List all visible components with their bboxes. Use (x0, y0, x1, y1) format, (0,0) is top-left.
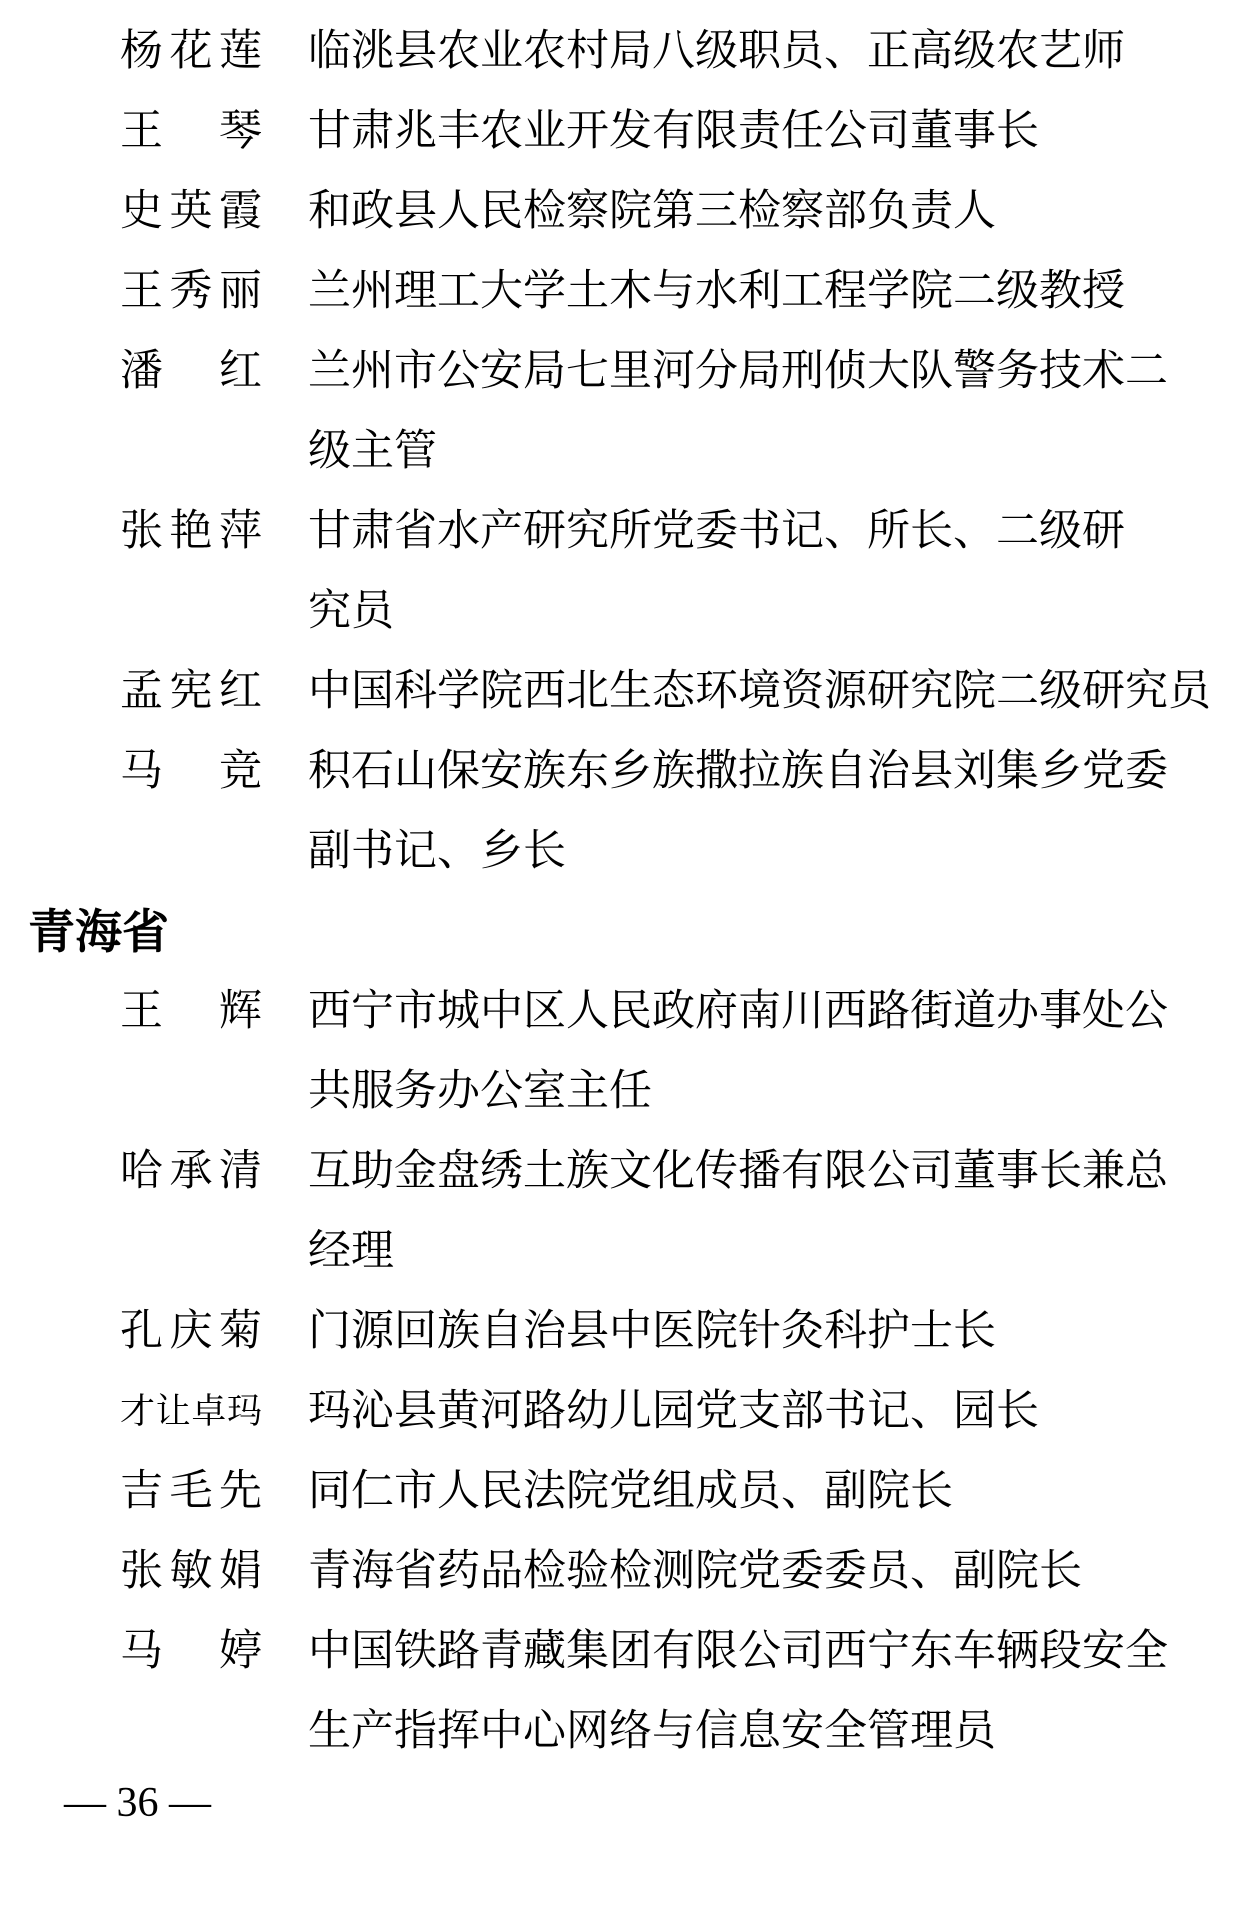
entry-title-line: 经理 (308, 1227, 394, 1275)
entry-name: 王秀丽 (120, 267, 262, 315)
entry-row (0, 731, 1242, 811)
entry-title-line: 同仁市人民法院党组成员、副院长 (308, 1467, 953, 1515)
entry-name: 哈承清 (120, 1147, 262, 1195)
entry-title-line: 玛沁县黄河路幼儿园党支部书记、园长 (308, 1387, 1039, 1435)
entry-title-line: 生产指挥中心网络与信息安全管理员 (308, 1707, 996, 1755)
entry-name: 孟宪红 (120, 667, 262, 715)
entry-title-line: 青海省药品检验检测院党委委员、副院长 (308, 1547, 1082, 1595)
entry-name: 孔庆菊 (120, 1307, 262, 1355)
entry-continuation-row (0, 1691, 1242, 1771)
page-number: — 36 — (64, 1780, 211, 1826)
entry-name: 张艳萍 (120, 507, 262, 555)
entry-name: 张敏娟 (120, 1547, 262, 1595)
entry-row (0, 91, 1242, 171)
award-list (0, 11, 1242, 1771)
entry-continuation-row (0, 571, 1242, 651)
entry-name: 王辉 (120, 987, 262, 1035)
entry-row (0, 1451, 1242, 1531)
entry-row (0, 1371, 1242, 1451)
entry-title-line: 和政县人民检察院第三检察部负责人 (308, 187, 996, 235)
entry-name: 马竞 (120, 747, 262, 795)
entry-title-line: 积石山保安族东乡族撒拉族自治县刘集乡党委 (308, 747, 1168, 795)
entry-row (0, 1611, 1242, 1691)
entry-title-line: 兰州理工大学土木与水利工程学院二级教授 (308, 267, 1125, 315)
entry-name: 杨花莲 (120, 27, 262, 75)
entry-continuation-row (0, 411, 1242, 491)
entry-row (0, 651, 1242, 731)
province-section-header: 青海省 (28, 904, 169, 958)
entry-title-line: 西宁市城中区人民政府南川西路街道办事处公 (308, 987, 1168, 1035)
entry-row (0, 171, 1242, 251)
entry-title-line: 共服务办公室主任 (308, 1067, 652, 1115)
entry-name: 潘红 (120, 347, 262, 395)
entry-row (0, 1131, 1242, 1211)
page-footer (64, 1782, 211, 1824)
entry-row (0, 331, 1242, 411)
entry-row (0, 11, 1242, 91)
entry-name: 吉毛先 (120, 1467, 262, 1515)
entry-title-line: 互助金盘绣土族文化传播有限公司董事长兼总 (308, 1147, 1168, 1195)
entry-name: 史英霞 (120, 187, 262, 235)
entry-title-line: 级主管 (308, 427, 437, 475)
entry-row (0, 971, 1242, 1051)
entry-title-line: 副书记、乡长 (308, 827, 566, 875)
entry-continuation-row (0, 1211, 1242, 1291)
entry-name: 王琴 (120, 107, 262, 155)
entry-continuation-row (0, 811, 1242, 891)
entry-row (0, 251, 1242, 331)
entry-title-line: 临洮县农业农村局八级职员、正高级农艺师 (308, 27, 1125, 75)
entry-row (0, 1291, 1242, 1371)
entry-title-line: 门源回族自治县中医院针灸科护士长 (308, 1307, 996, 1355)
entry-row (0, 1531, 1242, 1611)
entry-row (0, 491, 1242, 571)
entry-title-line: 究员 (308, 587, 394, 635)
entry-title-line: 中国科学院西北生态环境资源研究院二级研究员 (308, 667, 1211, 715)
entry-continuation-row (0, 1051, 1242, 1131)
entry-title-line: 中国铁路青藏集团有限公司西宁东车辆段安全 (308, 1627, 1168, 1675)
entry-title-line: 甘肃省水产研究所党委书记、所长、二级研 (308, 507, 1125, 555)
entry-name: 马婷 (120, 1627, 262, 1675)
entry-name: 才让卓玛 (120, 1391, 262, 1431)
section-header-row (0, 891, 1242, 971)
entry-title-line: 兰州市公安局七里河分局刑侦大队警务技术二 (308, 347, 1168, 395)
entry-title-line: 甘肃兆丰农业开发有限责任公司董事长 (308, 107, 1039, 155)
